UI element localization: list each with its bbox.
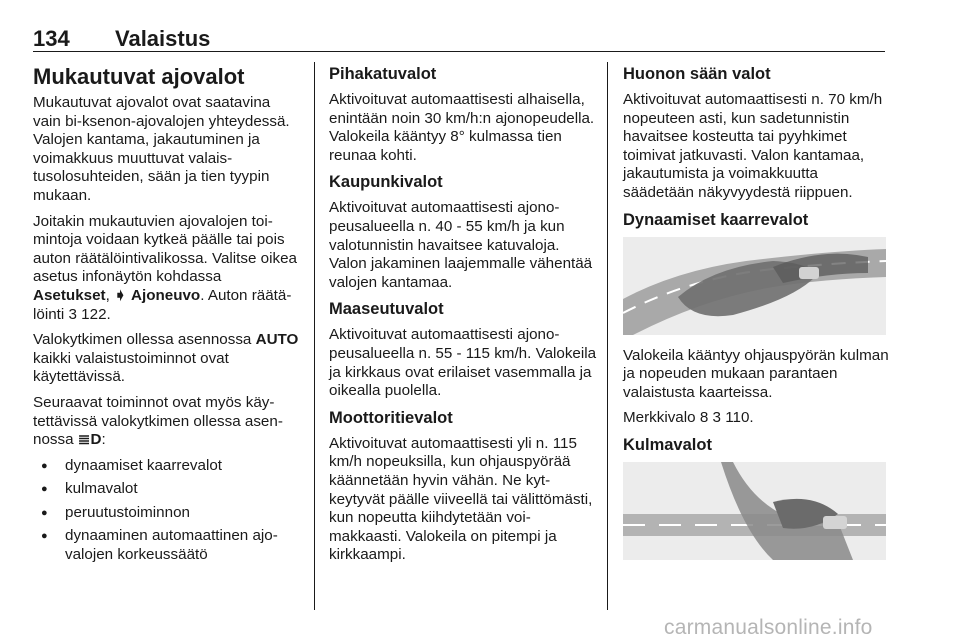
list-item: ● kulmavalot [33, 480, 301, 499]
section-title: Valaistus [115, 26, 211, 51]
feature-list [33, 457, 301, 565]
list-item: ● dynaamiset kaarrevalot [33, 457, 301, 476]
list-item: ● dynaaminen automaattinen ajovalojen korkeussäätö [33, 527, 301, 564]
dynamic-curve-light-illustration [623, 237, 886, 335]
heading-motorway-lights: Moottoritievalot [329, 408, 453, 427]
text-settings-intro: Joitakin mukautuvien ajovalojen toimintoja voidaan kytkeä päälle tai pois auton räätälöintivalikossa. Valitse oikea asetus infonäytön kohdassa [33, 212, 297, 286]
column-1 [33, 64, 301, 570]
menu-vehicle-label: Ajoneuvo [131, 286, 201, 304]
heading-bad-weather-lights: Huonon sään valot [623, 65, 771, 83]
column-divider [607, 62, 608, 610]
column-3 [623, 64, 889, 572]
paragraph-dynamic-curve-lights: Valokeila kääntyy ohjauspyörän kulman ja nopeuden mukaan parantaen valaistusta kaarteissa. [623, 346, 889, 401]
heading-corner-lights: Kulmavalot [623, 435, 712, 454]
indicator-light-icon: 8 [699, 409, 709, 427]
paragraph-city-lights: Aktivoituvat automaattisesti ajonopeusalueella n. 40 - 55 km/h ja kun valotunnistin havaitsee katuvaloja. Valon jakaminen laajemmalle vähentää valojen kantamaa. [329, 199, 593, 291]
paragraph-also-available: Seuraavat toiminnot ovat myös käytettävissä valokytkimen ollessa asennossa ≣D: [33, 393, 283, 449]
paragraph-indicator [623, 409, 889, 428]
paragraph-intro: Mukautuvat ajovalot ovat saatavina vain bi-ksenon-ajovalojen yhteydessä. Valojen kantama, jakautuminen ja voimakkuus muuttuvat valaistusolosuhteiden, sään ja tien tyypin mukaan. [33, 94, 290, 204]
page-reference: 110. [725, 409, 754, 427]
watermark: carmanualsonline.info [664, 616, 873, 639]
heading-country-lights: Maaseutuvalot [329, 300, 444, 319]
text-indicator: Merkkivalo [623, 409, 696, 427]
paragraph-bad-weather-lights: Aktivoituvat automaattisesti n. 70 km/h nopeuteen asti, kun sadetunnistin havaitsee kosteutta tai pyyhkimet toimivat jatkuvasti. Valon kantamaa, jakautumista ja voimakkuutta säädetään näkyvyydestä riippuen. [623, 91, 883, 201]
heading-adaptive-headlights: Mukautuvat ajovalot [33, 64, 245, 89]
column-2 [329, 64, 597, 572]
text-auto-outro: kaikki valaistustoiminnot ovat käytettävissä. [33, 349, 229, 386]
text-auto-intro: Valokytkimen ollessa asennossa [33, 331, 252, 349]
paragraph-auto [33, 331, 301, 387]
page-reference: 122. [81, 305, 111, 323]
auto-position-label: AUTO [255, 331, 299, 349]
header-rule [33, 51, 885, 52]
text-also-available: Seuraavat toiminnot ovat myös käytettävissä valokytkimen ollessa asennossa [33, 393, 283, 449]
arrow-icon: ➧ [114, 286, 127, 304]
heading-dynamic-curve-lights: Dynaamiset kaarrevalot [623, 210, 809, 229]
page-reference-icon: 3 [712, 409, 721, 427]
paragraph-yard-lights: Aktivoituvat automaattisesti alhaisella, enintään noin 30 km/h:n ajonopeudella. Valokeila kääntyy 8° kulmassa tien reunaa kohti. [329, 91, 595, 164]
text-settings-outro: . Auton räätälöinti [33, 286, 292, 323]
low-beam-icon: ≣D [77, 431, 102, 449]
page-reference-icon: 3 [68, 305, 77, 323]
paragraph-settings: Joitakin mukautuvien ajovalojen toimintoja voidaan kytkeä päälle tai pois auton räätälöintivalikossa. Valitse oikea asetus infonäytön kohdassa Asetukset, ➧ Ajoneuvo. Auton räätälöinti 3 122. [33, 212, 297, 323]
menu-settings-label: Asetukset [33, 286, 106, 304]
heading-city-lights: Kaupunkivalot [329, 173, 443, 192]
page-header [33, 26, 885, 52]
paragraph-country-lights: Aktivoituvat automaattisesti ajonopeusalueella n. 55 - 115 km/h. Valokeila ja kirkkaus ovat erilaiset vasemmalla ja oikealla puolella. [329, 326, 597, 400]
list-item: ● peruutustoiminnon [33, 504, 301, 523]
heading-yard-lights: Pihakatuvalot [329, 65, 437, 83]
column-divider [314, 62, 315, 610]
page-number: 134 [33, 26, 70, 51]
paragraph-motorway-lights: Aktivoituvat automaattisesti yli n. 115 km/h nopeuksilla, kun ohjauspyörää käännetään hyvin vähän. Ne kytkeytyvät päälle viiveellä tai välittömästi, kun nopeutta kiihdytetään voimakkaasti. Valokeila on pitempi ja kirkkaampi. [329, 434, 593, 564]
corner-light-illustration [623, 462, 886, 560]
